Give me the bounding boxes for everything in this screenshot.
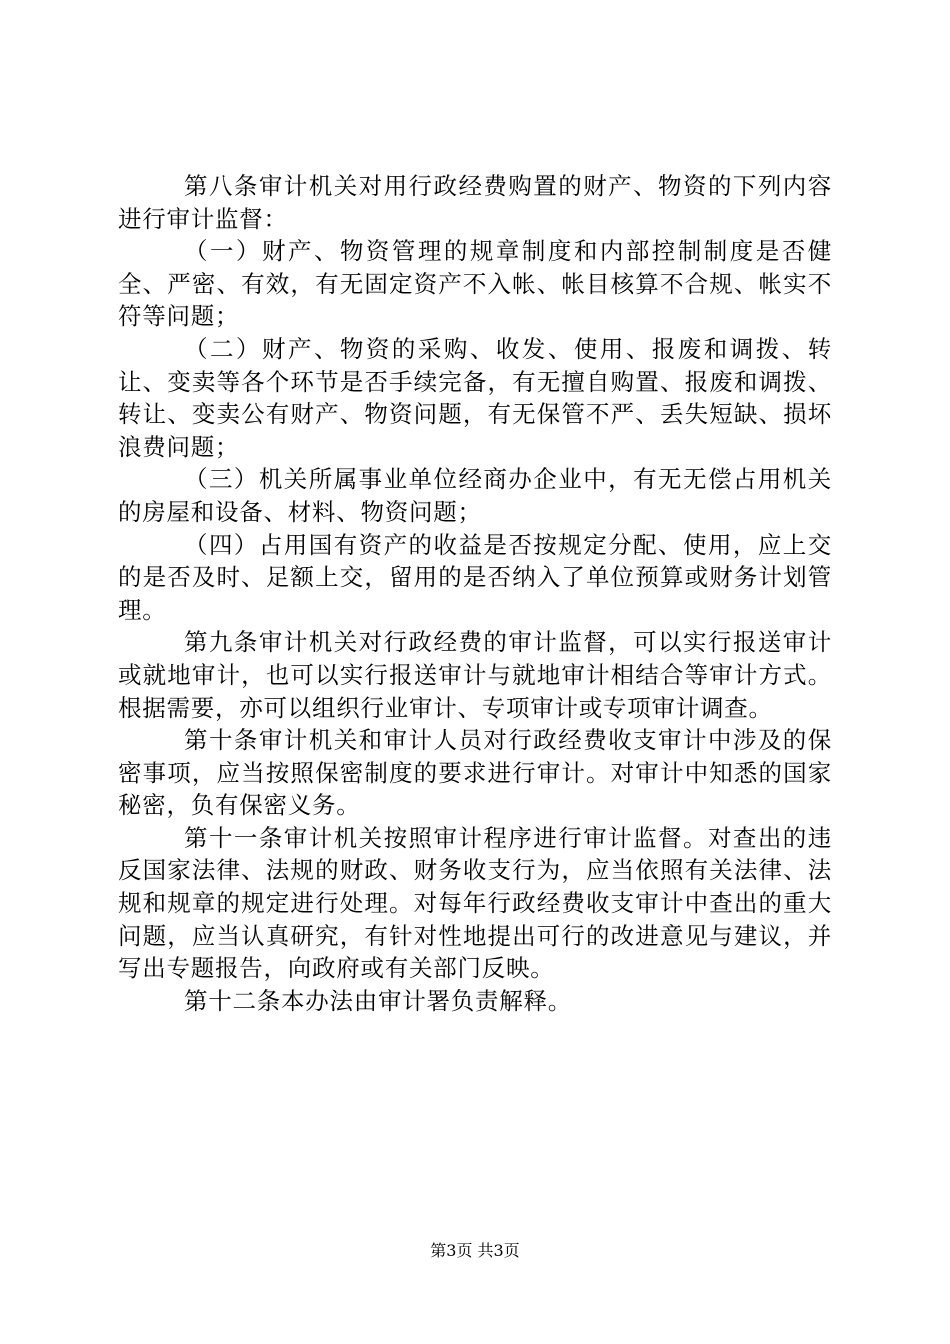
paragraph-item-3: （三）机关所属事业单位经商办企业中，有无无偿占用机关的房屋和设备、材料、物资问题； [118, 465, 832, 526]
paragraph-item-4: （四）占用国有资产的收益是否按规定分配、使用，应上交的是否及时、足额上交，留用的是否纳入了单位预算或财务计划管理。 [118, 530, 832, 624]
paragraph-article-11: 第十一条审计机关按照审计程序进行审计监督。对查出的违反国家法律、法规的财政、财务收支行为，应当依照有关法律、法规和规章的规定进行处理。对每年行政经费收支审计中查出的重大问题，应当认真研究，有针对性地提出可行的改进意见与建议，并写出专题报告，向政府或有关部门反映。 [118, 823, 832, 983]
paragraph-article-10: 第十条审计机关和审计人员对行政经费收支审计中涉及的保密事项，应当按照保密制度的要求进行审计。对审计中知悉的国家秘密，负有保密义务。 [118, 726, 832, 820]
paragraph-item-2: （二）财产、物资的采购、收发、使用、报废和调拨、转让、变卖等各个环节是否手续完备，有无擅自购置、报废和调拨、转让、变卖公有财产、物资问题，有无保管不严、丢失短缺、损坏浪费问题； [118, 334, 832, 461]
paragraph-item-1: （一）财产、物资管理的规章制度和内部控制制度是否健全、严密、有效，有无固定资产不入帐、帐目核算不合规、帐实不符等问题； [118, 237, 832, 331]
paragraph-article-9: 第九条审计机关对行政经费的审计监督，可以实行报送审计或就地审计，也可以实行报送审计与就地审计相结合等审计方式。根据需要，亦可以组织行业审计、专项审计或专项审计调查。 [118, 628, 832, 722]
paragraph-article-8: 第八条审计机关对用行政经费购置的财产、物资的下列内容进行审计监督： [118, 172, 832, 233]
paragraph-article-12: 第十二条本办法由审计署负责解释。 [184, 986, 572, 1015]
document-body [118, 170, 832, 1017]
page-number-footer: 第3页 共3页 [430, 1241, 520, 1260]
